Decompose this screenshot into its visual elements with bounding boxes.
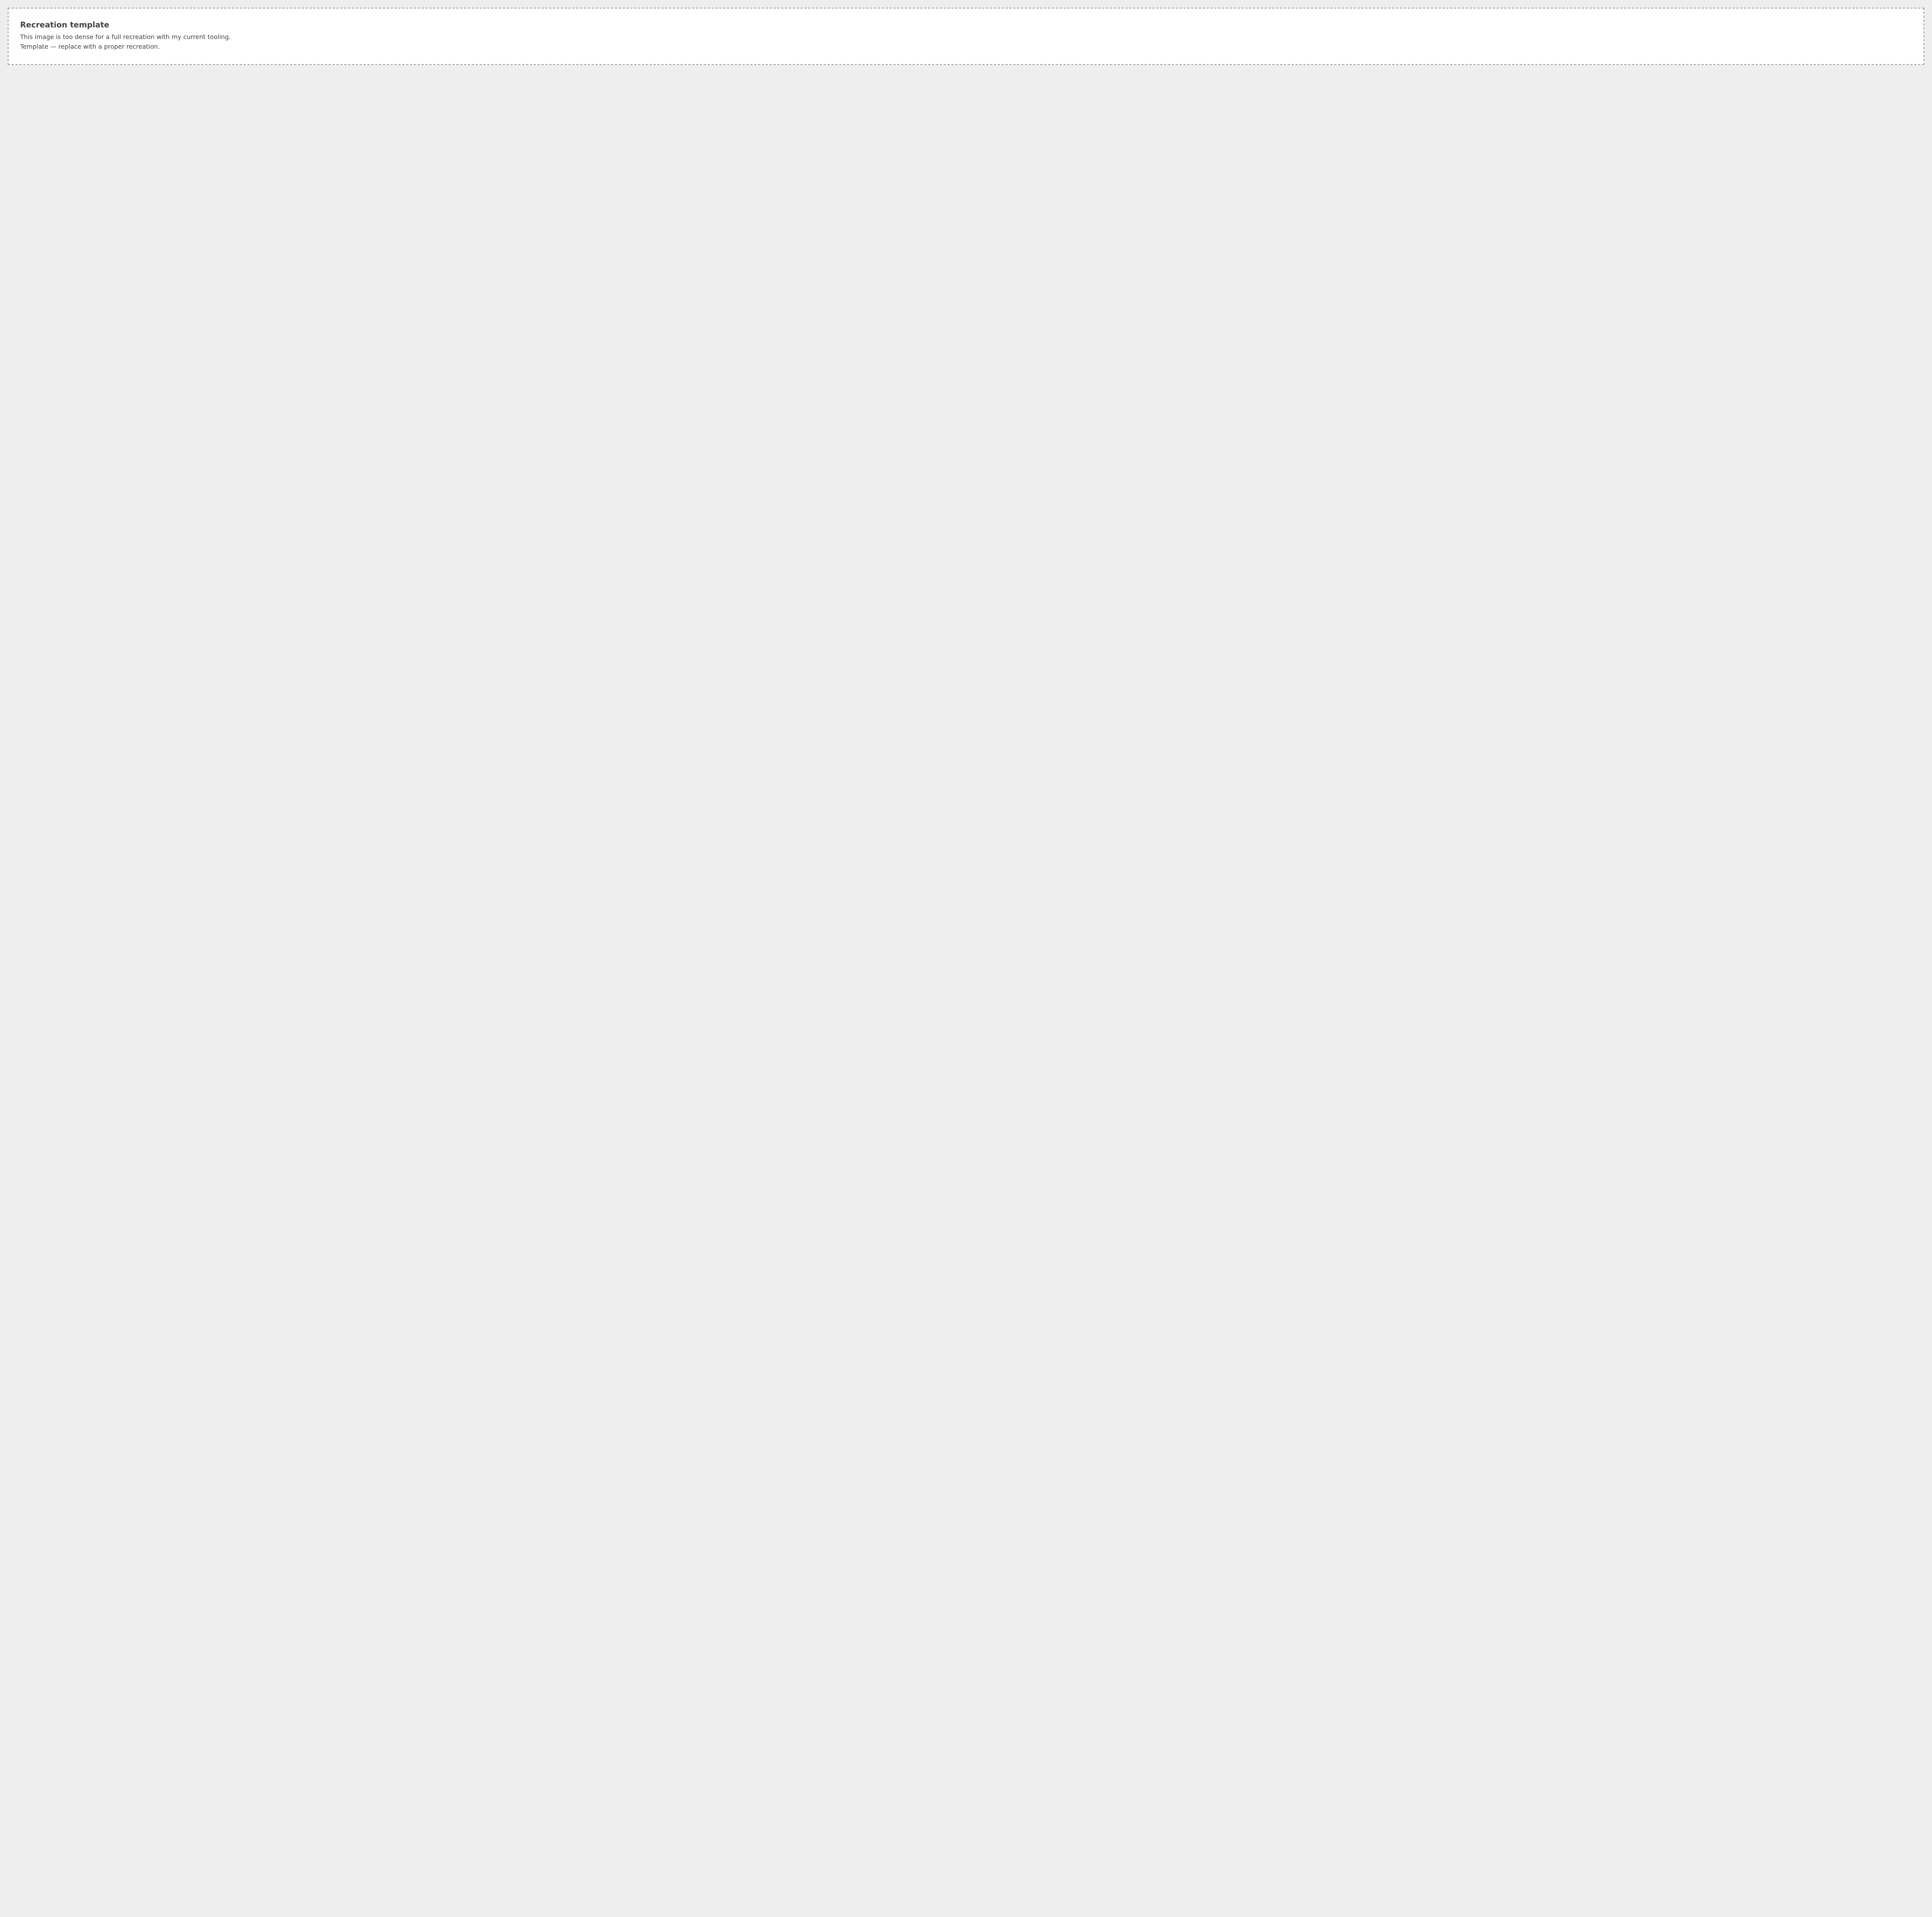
placeholder-panel [8, 8, 1924, 65]
placeholder-note: Template — replace with a proper recreation. [20, 43, 160, 50]
placeholder-title: Recreation template [20, 20, 109, 29]
placeholder-body: This image is too dense for a full recreation with my current tooling. [20, 33, 231, 41]
